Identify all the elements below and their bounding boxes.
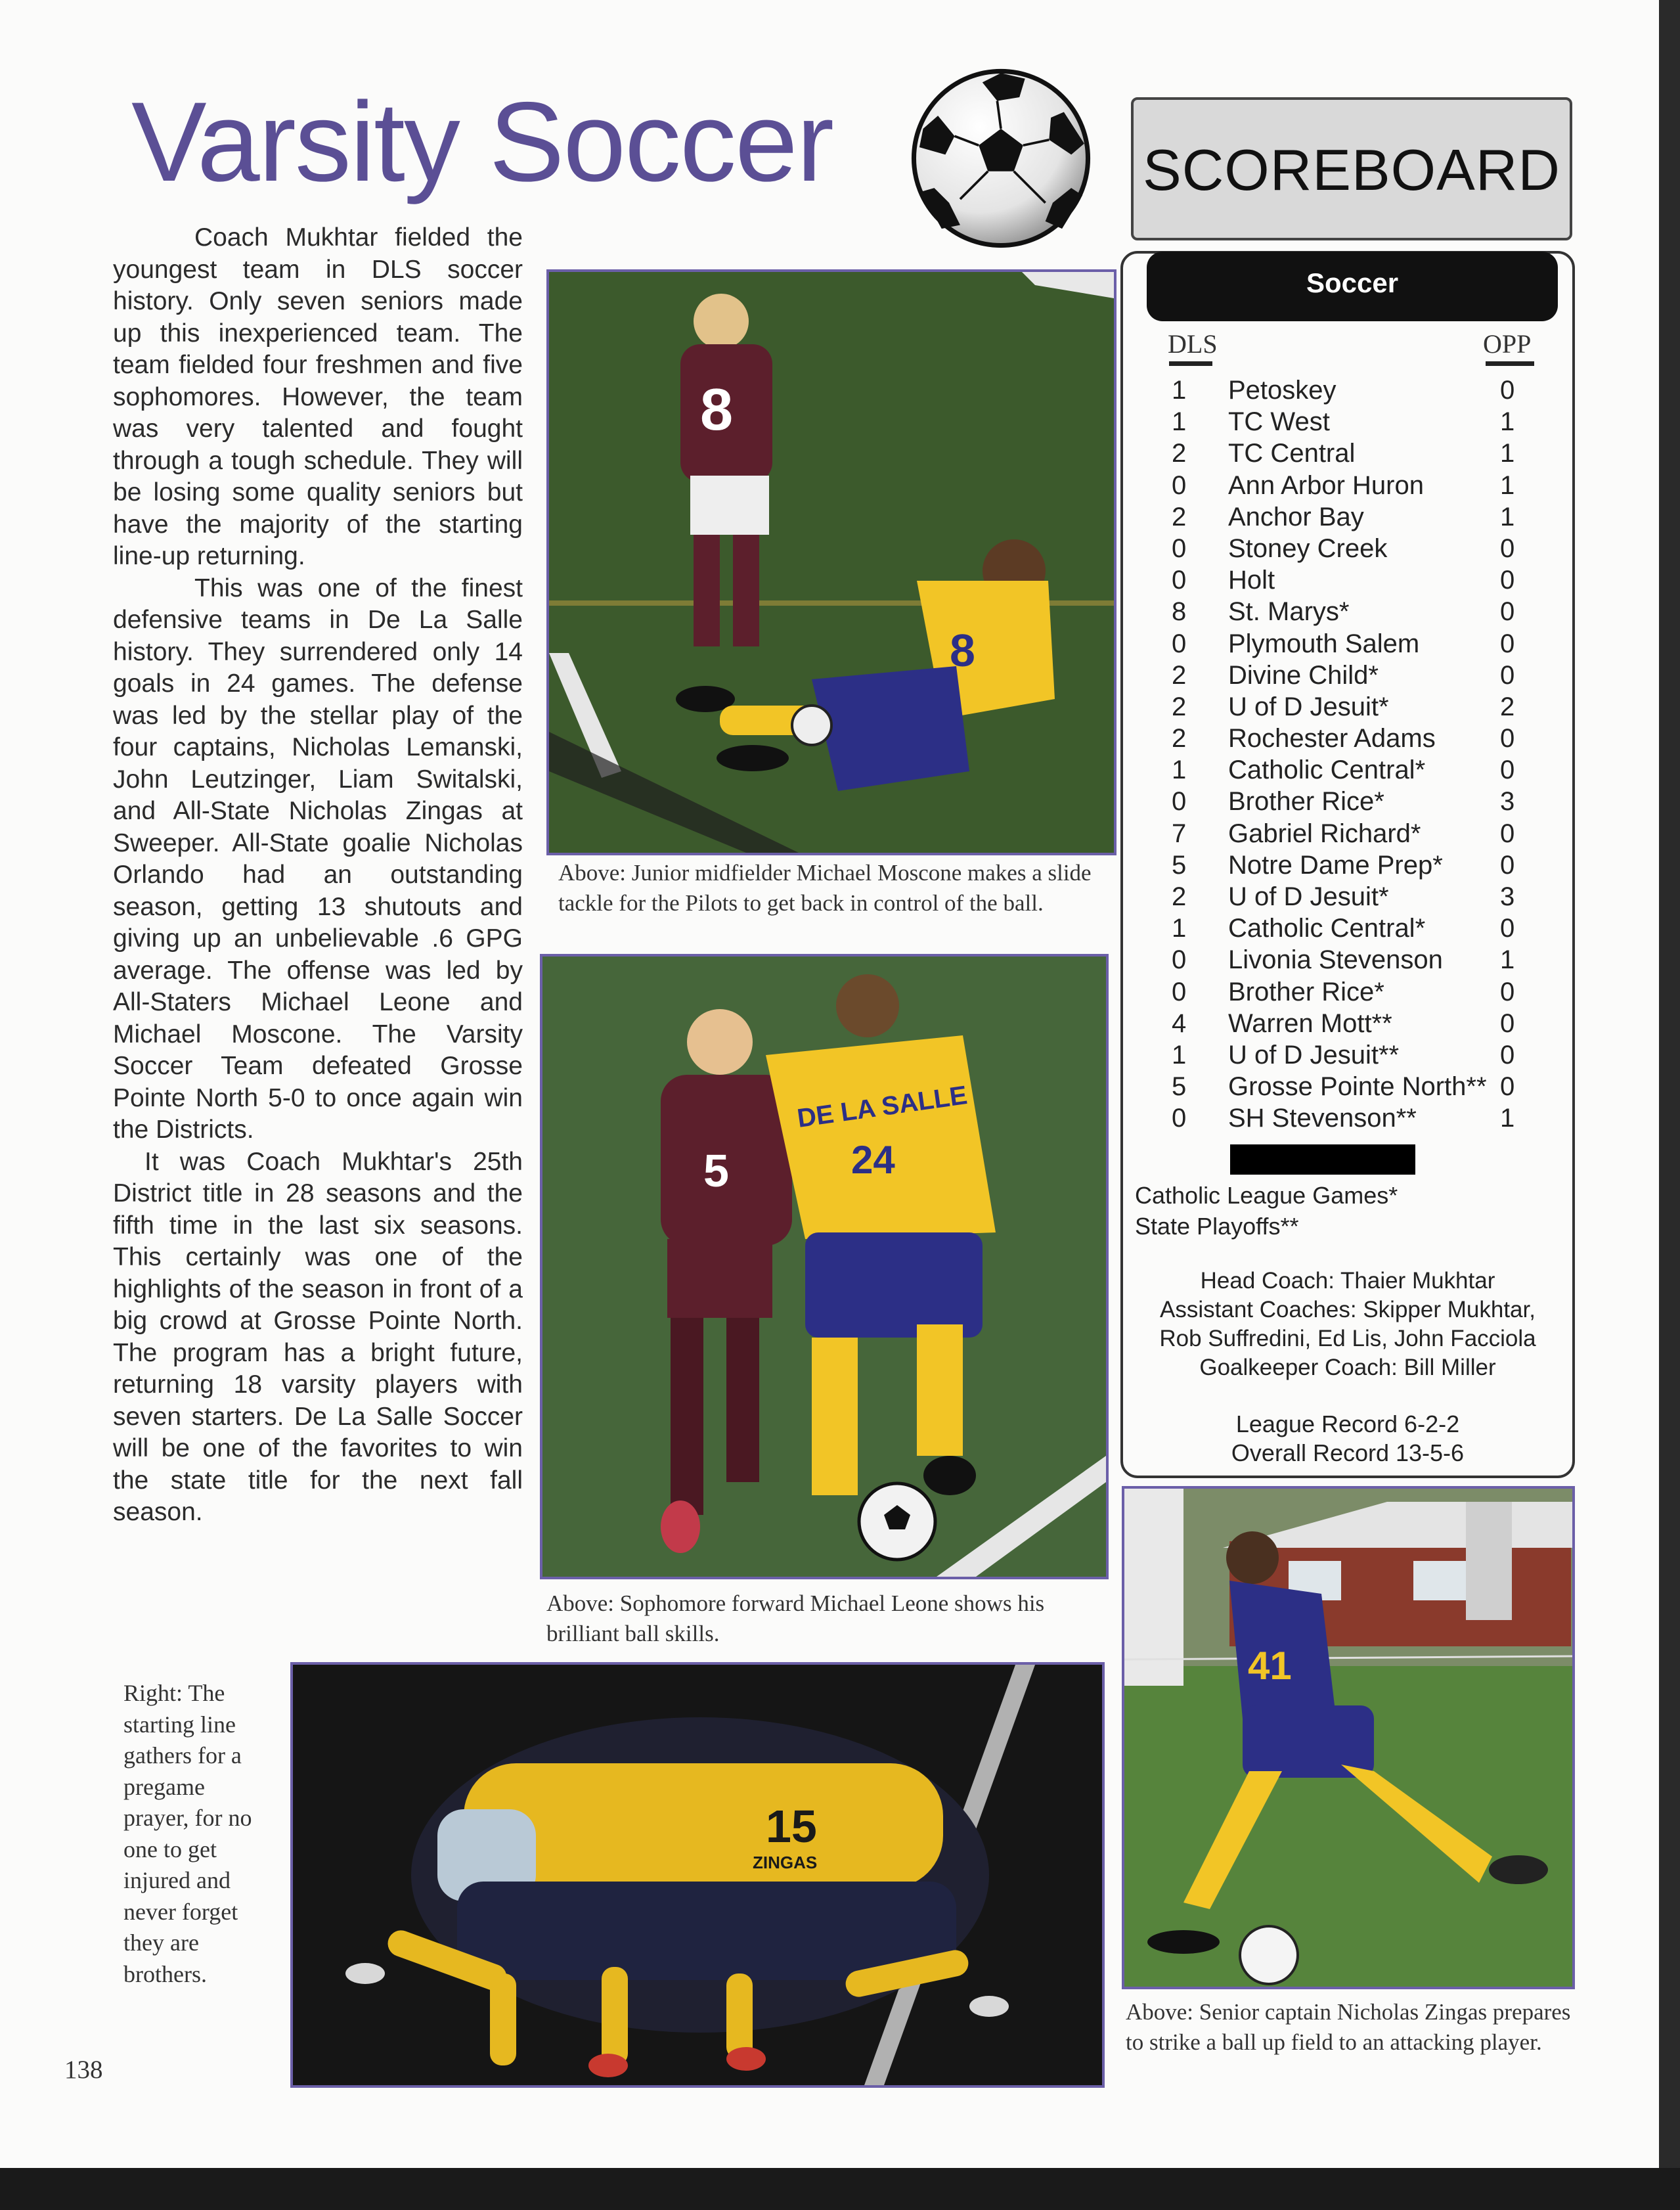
score-dls: 1 [1172,755,1187,785]
score-dls: 0 [1172,629,1187,658]
scoreboard-title: SCOREBOARD [1143,137,1560,202]
opponent-name: Ann Arbor Huron [1228,470,1424,500]
score-dls: 0 [1172,470,1187,500]
score-opp: 1 [1500,407,1515,437]
schedule-row [1166,376,1534,407]
article-body [113,222,523,1529]
score-opp: 1 [1500,439,1515,468]
schedule-row [1166,471,1534,503]
caption-prayer: Right: The starting line gathers for a pregame prayer, for no one to get injured and never forget they are brothers. [123,1680,252,1987]
opponent-name: TC West [1228,407,1330,437]
score-dls: 1 [1172,407,1187,437]
score-dls: 2 [1172,882,1187,911]
schedule-table [1166,376,1534,1136]
schedule-row [1166,882,1534,914]
score-opp: 1 [1500,502,1515,531]
article-paragraph: This was one of the finest defensive teams in De La Salle history. They surrendered only 14 goals in 24 games. The defense was led by the stellar play of the four captains, Nicholas Lemanski, John Leutzinger, Liam Switalski, and All-State Nicholas Zingas at Sweeper. All-State goalie Nicholas Orlando had an outstanding season, getting 13 shutouts and giving up an unbelievable .6 GPG average. The offense was led by All-Staters Michael Leone and Michael Moscone. The Varsity Soccer Team defeated Grosse Pointe North 5-0 to once again win the Districts. [113,574,523,1144]
scoreboard-sport: Soccer [1306,267,1399,298]
season-records [1127,1410,1568,1468]
jersey-number-15: 15 [766,1801,817,1852]
scoreboard-legend [1135,1180,1398,1242]
opponent-name: Brother Rice* [1228,977,1384,1006]
opponent-name: Rochester Adams [1228,724,1436,754]
photo-pregame-prayer [290,1662,1105,2088]
score-dls: 0 [1172,566,1187,595]
schedule-row [1166,819,1534,851]
scan-edge-right [1659,0,1680,2210]
schedule-row [1166,724,1534,755]
opponent-name: Divine Child* [1228,660,1379,690]
opponent-name: Plymouth Salem [1228,629,1420,658]
column-header-opp: OPP [1483,329,1532,359]
column-header-dls: DLS [1168,329,1218,359]
score-dls: 2 [1172,692,1187,721]
score-opp: 0 [1500,597,1515,627]
score-opp: 0 [1500,533,1515,563]
jersey-number-8b: 8 [950,625,975,676]
opponent-name: Petoskey [1228,376,1337,405]
opponent-name: St. Marys* [1228,597,1350,627]
opponent-name: Catholic Central* [1228,914,1426,943]
jersey-number-24: 24 [851,1138,895,1182]
opponent-name: Notre Dame Prep* [1228,850,1443,880]
score-opp: 0 [1500,755,1515,785]
score-opp: 0 [1500,566,1515,595]
column-underline-dls [1169,361,1212,366]
soccer-ball-icon [908,66,1094,251]
score-opp: 0 [1500,724,1515,754]
jersey-number-5: 5 [703,1145,729,1196]
schedule-row [1166,692,1534,724]
score-opp: 0 [1500,1008,1515,1038]
overall-record: Overall Record 13-5-6 [1231,1439,1465,1466]
article-paragraph: It was Coach Mukhtar's 25th District title in 28 seasons and the fifth time in the last six seasons. This certainly was one of the highlights of the season in front of a big crowd at Grosse Pointe North. The program has a bright future, returning 18 varsity players with seven starters. De La Salle Soccer will be one of the favorites to win the state title for the next fall season. [113,1147,523,1526]
jersey-number-8: 8 [700,377,734,443]
score-dls: 1 [1172,914,1187,943]
schedule-row [1166,1009,1534,1041]
score-opp: 0 [1500,977,1515,1006]
schedule-row [1166,1104,1534,1135]
score-dls: 1 [1172,376,1187,405]
score-dls: 1 [1172,1040,1187,1070]
opponent-name: Livonia Stevenson [1228,945,1443,975]
score-dls: 7 [1172,819,1187,848]
coach-line: Head Coach: Thaier Mukhtar [1200,1268,1495,1294]
score-dls: 0 [1172,977,1187,1006]
score-dls: 0 [1172,945,1187,975]
photo-ball-skills [540,954,1109,1579]
schedule-row [1166,1041,1534,1072]
score-opp: 1 [1500,945,1515,975]
jersey-name-zingas: ZINGAS [753,1853,818,1872]
opponent-name: Catholic Central* [1228,755,1426,785]
score-opp: 0 [1500,850,1515,880]
scan-edge-bottom [0,2168,1680,2210]
score-dls: 0 [1172,1104,1187,1133]
opponent-name: U of D Jesuit* [1228,692,1389,721]
schedule-row [1166,439,1534,470]
scoreboard-header [1131,97,1572,240]
schedule-row [1166,755,1534,787]
score-opp: 0 [1500,629,1515,658]
caption-slide-tackle: Above: Junior midfielder Michael Moscone makes a slide tackle for the Pilots to get back in control of the ball. [558,860,1092,916]
schedule-row [1166,978,1534,1009]
schedule-row [1166,945,1534,977]
opponent-name: SH Stevenson** [1228,1104,1417,1133]
page-number: 138 [64,2056,103,2084]
coach-line: Goalkeeper Coach: Bill Miller [1199,1355,1496,1380]
jersey-text-de-la-salle: DE LA SALLE [795,1081,969,1133]
league-record: League Record 6-2-2 [1235,1410,1460,1437]
opponent-name: Brother Rice* [1228,787,1384,817]
schedule-row [1166,851,1534,882]
opponent-name: Grosse Pointe North** [1228,1072,1487,1102]
schedule-row [1166,597,1534,629]
caption-strike: Above: Senior captain Nicholas Zingas prepares to strike a ball up field to an attacking player. [1126,1999,1571,2055]
article-paragraph: Coach Mukhtar fielded the youngest team in DLS soccer history. Only seven seniors made up this inexperienced team. The team fielded four freshmen and five sophomores. However, the team was very talented and fought through a tough schedule. They will be losing some quality seniors but have the majority of the starting line-up returning. [113,223,523,570]
schedule-row [1166,503,1534,534]
opponent-name: Warren Mott** [1228,1008,1392,1038]
score-opp: 1 [1500,1104,1515,1133]
score-dls: 0 [1172,533,1187,563]
photo-strike [1122,1486,1575,1989]
score-opp: 0 [1500,914,1515,943]
score-dls: 8 [1172,597,1187,627]
score-opp: 2 [1500,692,1515,721]
coach-line: Assistant Coaches: Skipper Mukhtar, [1160,1297,1536,1322]
coach-line: Rob Suffredini, Ed Lis, John Facciola [1159,1326,1536,1351]
scoreboard-sport-tab [1147,252,1558,321]
score-dls: 0 [1172,787,1187,817]
schedule-row [1166,629,1534,661]
schedule-row [1166,787,1534,819]
coaching-staff [1127,1267,1568,1382]
jersey-number-41: 41 [1248,1644,1292,1688]
opponent-name: U of D Jesuit** [1228,1040,1400,1070]
score-dls: 2 [1172,724,1187,754]
score-opp: 0 [1500,1040,1515,1070]
score-opp: 1 [1500,470,1515,500]
opponent-name: Anchor Bay [1228,502,1364,531]
score-opp: 0 [1500,819,1515,848]
schedule-row [1166,914,1534,945]
opponent-name: TC Central [1228,439,1356,468]
opponent-name: Holt [1228,566,1275,595]
legend-state-playoffs: State Playoffs** [1135,1213,1299,1240]
score-dls: 5 [1172,1072,1187,1102]
schedule-row [1166,407,1534,439]
score-opp: 0 [1500,376,1515,405]
score-opp: 0 [1500,660,1515,690]
page-title: Varsity Soccer [131,79,833,205]
score-dls: 4 [1172,1008,1187,1038]
photo-slide-tackle [546,269,1116,855]
opponent-name: Stoney Creek [1228,533,1388,563]
score-dls: 2 [1172,439,1187,468]
score-dls: 2 [1172,660,1187,690]
schedule-row [1166,534,1534,566]
schedule-row [1166,661,1534,692]
score-opp: 3 [1500,787,1515,817]
opponent-name: Gabriel Richard* [1228,819,1421,848]
legend-catholic-league: Catholic League Games* [1135,1182,1398,1209]
opponent-name: U of D Jesuit* [1228,882,1389,911]
score-dls: 2 [1172,502,1187,531]
score-opp: 3 [1500,882,1515,911]
redaction-bar [1230,1144,1415,1175]
score-opp: 0 [1500,1072,1515,1102]
caption-ball-skills: Above: Sophomore forward Michael Leone shows his brilliant ball skills. [546,1590,1045,1646]
schedule-row [1166,566,1534,597]
schedule-row [1166,1072,1534,1104]
score-dls: 5 [1172,850,1187,880]
column-underline-opp [1486,361,1534,366]
